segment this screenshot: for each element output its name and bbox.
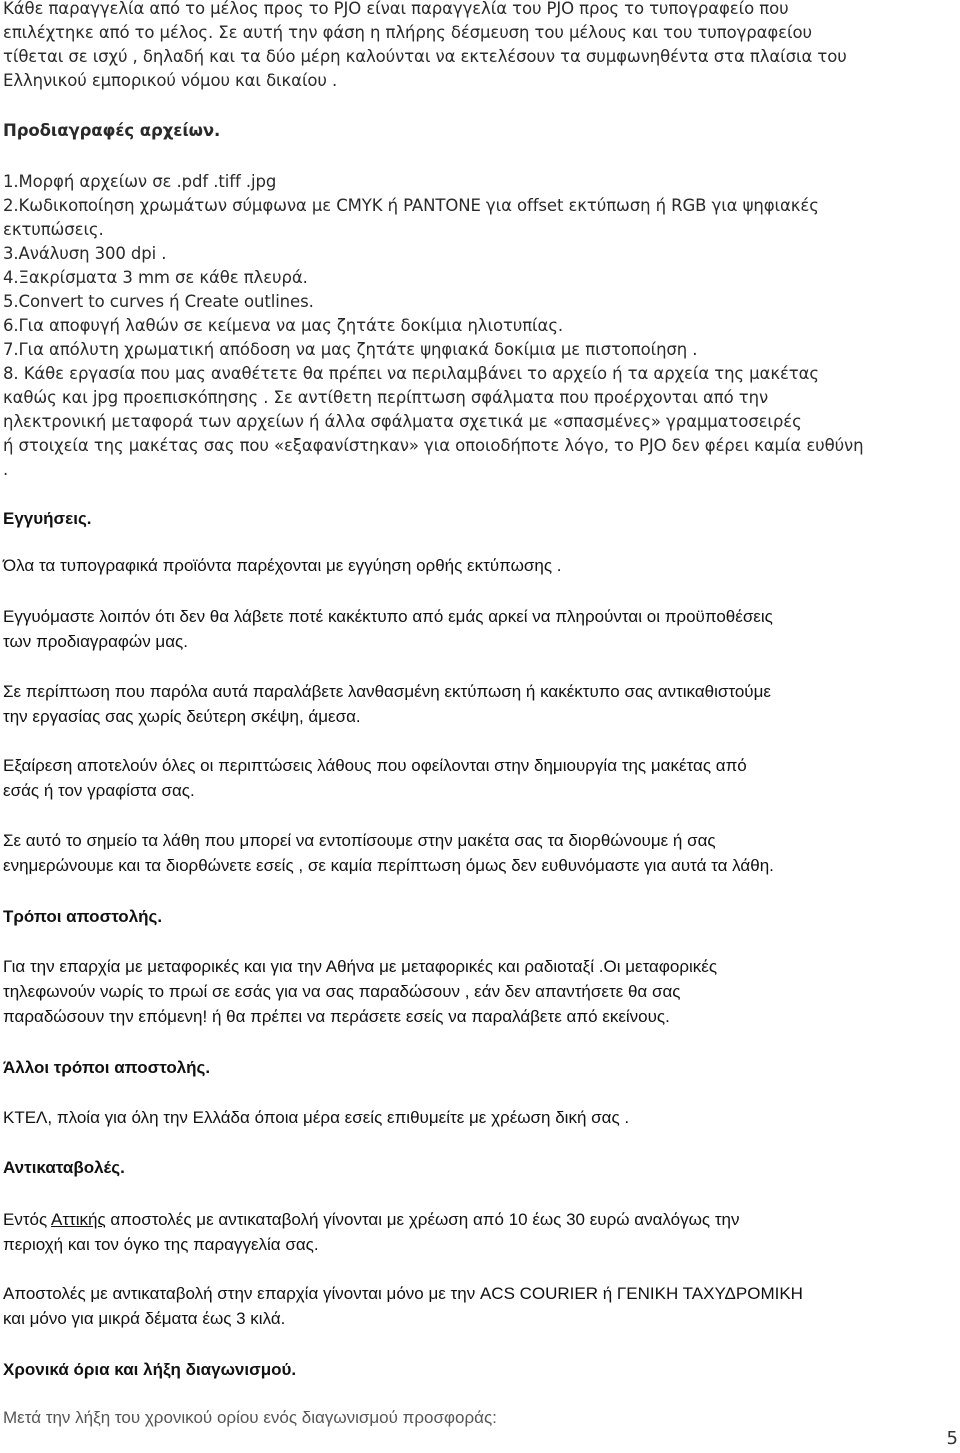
intro-line: επιλέχτηκε από το μέλος. Σε αυτή την φάση η πλήρης δέσμευση του μέλους και του τυπογραφείου — [3, 23, 812, 42]
guarantee-paragraph — [3, 753, 953, 803]
deadlines-text: Μετά την λήξη του χρονικού ορίου ενός διαγωνισμού προσφοράς: — [3, 1408, 497, 1427]
spec-item: 2.Κωδικοποίηση χρωμάτων σύμφωνα με CMYK ή PANTONE για offset εκτύπωση ή RGB για ψηφιακές — [3, 196, 819, 215]
text: αποστολές με αντικαταβολή γίνονται με χρέωση από 10 έως 30 ευρώ αναλόγως την — [105, 1210, 740, 1229]
spec-item: 1.Μορφή αρχείων σε .pdf .tiff .jpg — [3, 172, 277, 191]
guarantee-paragraph — [3, 828, 953, 878]
guarantees-heading: Εγγυήσεις. — [3, 509, 92, 528]
intro-line: Κάθε παραγγελία από το μέλος προς το PJO είναι παραγγελία του PJO προς το τυπογραφείο που — [3, 0, 789, 18]
page-number: 5 — [946, 1428, 958, 1449]
paragraph-line: των προδιαγραφών μας. — [3, 632, 188, 651]
paragraph-line: εσάς ή τον γραφίστα σας. — [3, 781, 195, 800]
shipping-paragraph — [3, 954, 953, 1029]
specs-heading: Προδιαγραφές αρχείων. — [3, 121, 221, 140]
paragraph-line: Σε αυτό το σημείο τα λάθη που μπορεί να εντοπίσουμε στην μακέτα σας τα διορθώνουμε ή σας — [3, 831, 716, 850]
spec-item: ή στοιχεία της μακέτας σας που «εξαφανίστηκαν» για οποιοδήποτε λόγο, το PJO δεν φέρει καμία ευθύνη — [3, 436, 864, 455]
cod-paragraph — [3, 1281, 953, 1331]
intro-line: τίθεται σε ισχύ , δηλαδή και τα δύο μέρη καλούνται να εκτελέσουν τα συμφωνηθέντα στα πλαίσια του — [3, 47, 847, 66]
paragraph-line — [3, 1207, 953, 1232]
paragraph-line: τηλεφωνούν νωρίς το πρωί σε εσάς για να σας παραδώσουν , εάν δεν απαντήσετε θα σας — [3, 982, 681, 1001]
other-shipping-text: ΚΤΕΛ, πλοία για όλη την Ελλάδα όποια μέρα εσείς επιθυμείτε με χρέωση δική σας . — [3, 1108, 630, 1127]
cod-paragraph — [3, 1207, 953, 1257]
paragraph-line: Αποστολές με αντικαταβολή στην επαρχία γίνονται μόνο με την ACS COURIER ή ΓΕΝΙΚΗ ΤΑΧΥΔΡΟΜΙΚΗ — [3, 1284, 803, 1303]
intro-paragraph — [3, 0, 953, 93]
paragraph-line: Σε περίπτωση που παρόλα αυτά παραλάβετε λανθασμένη εκτύπωση ή κακέκτυπο σας αντικαθιστούμε — [3, 682, 771, 701]
paragraph-line: Εξαίρεση αποτελούν όλες οι περιπτώσεις λάθους που οφείλονται στην δημιουργία της μακέτας από — [3, 756, 747, 775]
paragraph-line: περιοχή και τον όγκο της παραγγελία σας. — [3, 1235, 319, 1254]
paragraph-line: Όλα τα τυπογραφικά προϊόντα παρέχονται με εγγύηση ορθής εκτύπωσης . — [3, 556, 562, 575]
paragraph-line: Εγγυόμαστε λοιπόν ότι δεν θα λάβετε ποτέ κακέκτυπο από εμάς αρκεί να πληρούνται οι προϋποθέσεις — [3, 607, 773, 626]
other-shipping-heading: Άλλοι τρόποι αποστολής. — [3, 1058, 211, 1077]
spec-item: εκτυπώσεις. — [3, 220, 104, 239]
shipping-heading: Τρόποι αποστολής. — [3, 907, 163, 926]
text: Εντός — [3, 1210, 51, 1229]
spec-item: 6.Για αποφυγή λαθών σε κείμενα να μας ζητάτε δοκίμια ηλιοτυπίας. — [3, 316, 564, 335]
paragraph-line: παραδώσουν την επόμενη! ή θα πρέπει να περάσετε εσείς να παραλάβετε από εκείνους. — [3, 1007, 670, 1026]
spec-item: ηλεκτρονική μεταφορά των αρχείων ή άλλα σφάλματα σχετικά με «σπασμένες» γραμματοσειρές — [3, 412, 802, 431]
paragraph-line: και μόνο για μικρά δέματα έως 3 κιλά. — [3, 1309, 286, 1328]
guarantee-paragraph — [3, 679, 953, 729]
spec-item: 3.Ανάλυση 300 dpi . — [3, 244, 167, 263]
spec-item: 7.Για απόλυτη χρωματική απόδοση να μας ζητάτε ψηφιακά δοκίμια με πιστοποίηση . — [3, 340, 698, 359]
guarantee-paragraph — [3, 553, 953, 578]
paragraph-line: ενημερώνουμε και τα διορθώνετε εσείς , σε καμία περίπτωση όμως δεν ευθυνόμαστε για αυτά τα λάθη. — [3, 856, 774, 875]
paragraph-line: την εργασίας σας χωρίς δεύτερη σκέψη, άμεσα. — [3, 707, 361, 726]
attica-link[interactable]: Αττικής — [51, 1210, 106, 1229]
spec-item: καθώς και jpg προεπισκόπησης . Σε αντίθετη περίπτωση σφάλματα που προέρχονται από την — [3, 388, 769, 407]
spec-item: . — [3, 460, 9, 479]
specs-list — [3, 170, 953, 482]
cod-heading: Αντικαταβολές. — [3, 1158, 125, 1177]
intro-line: Ελληνικού εμπορικού νόμου και δικαίου . — [3, 71, 338, 90]
paragraph-line: Για την επαρχία με μεταφορικές και για την Αθήνα με μεταφορικές και ραδιοταξί .Οι μεταφορικές — [3, 957, 718, 976]
spec-item: 5.Convert to curves ή Create outlines. — [3, 292, 314, 311]
spec-item: 4.Ξακρίσματα 3 mm σε κάθε πλευρά. — [3, 268, 308, 287]
spec-item: 8. Κάθε εργασία που μας αναθέτετε θα πρέπει να περιλαμβάνει το αρχείο ή τα αρχεία της μακέτας — [3, 364, 819, 383]
deadlines-heading: Χρονικά όρια και λήξη διαγωνισμού. — [3, 1360, 297, 1379]
guarantee-paragraph — [3, 604, 953, 654]
